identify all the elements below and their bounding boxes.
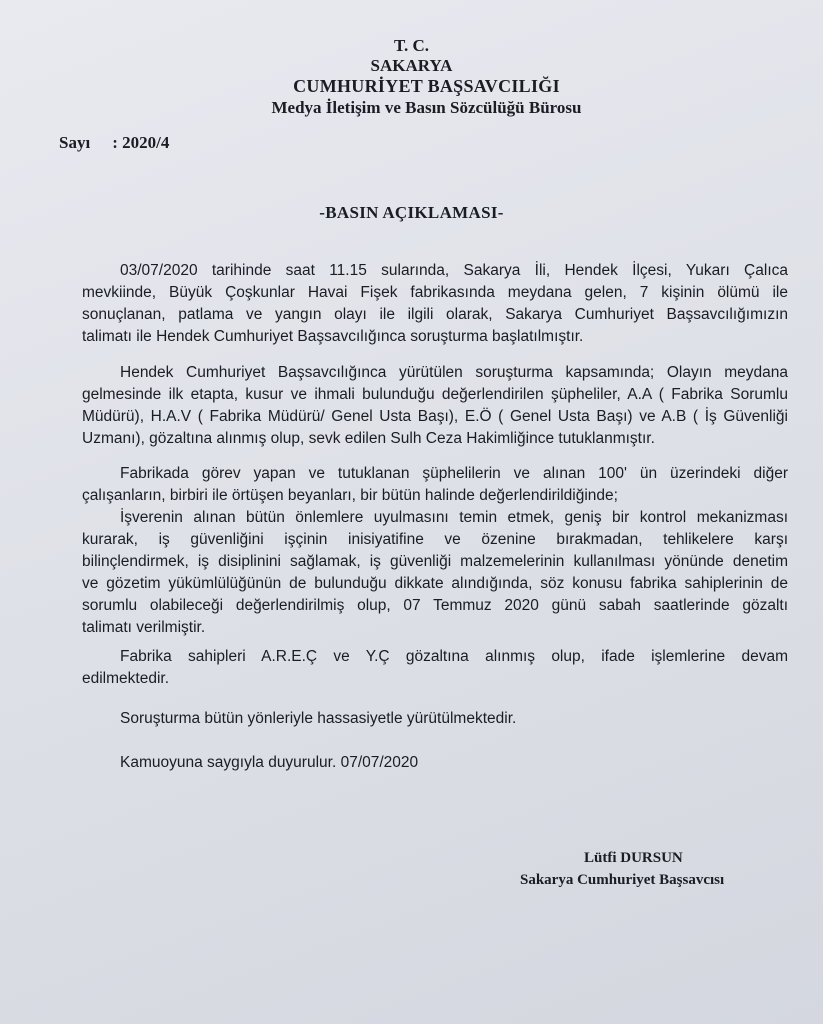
document-number-value: : 2020/4 (112, 133, 170, 152)
header-tc: T. C. (393, 36, 430, 55)
paragraph-line: ve gözetim yükümlülüğünün de bulunduğu dikkate alındığında, söz konusu fabrika sahiplerinin de (82, 575, 788, 592)
paragraph-4 (82, 646, 788, 690)
paragraph-3 (82, 463, 788, 639)
paragraph-line: Fabrika sahipleri A.R.E.Ç ve Y.Ç gözaltına alınmış olup, ifade işlemlerine devam (120, 648, 788, 665)
signatory-title: Sakarya Cumhuriyet Başsavcısı (520, 872, 725, 888)
paragraph-line: çalışanların, birbiri ile örtüşen beyanları, bir bütün halinde değerlendirildiğinde; (82, 487, 618, 504)
paragraph-2 (82, 362, 788, 450)
paragraph-line: Fabrikada görev yapan ve tutuklanan şüphelilerin ve alınan 100' ün üzerindeki diğer (120, 465, 788, 482)
header-institution: CUMHURİYET BAŞSAVCILIĞI (293, 76, 560, 96)
document-number-label: Sayı (59, 133, 91, 152)
paragraph-6 (82, 752, 788, 774)
paragraph-line: 03/07/2020 tarihinde saat 11.15 sularında, Sakarya İli, Hendek İlçesi, Yukarı Çalıca (120, 262, 788, 279)
paragraph-line: talimatı ile Hendek Cumhuriyet Başsavcılığınca soruşturma başlatılmıştır. (82, 328, 584, 345)
paragraph-line: Hendek Cumhuriyet Başsavcılığınca yürütülen soruşturma kapsamında; Olayın meydana (120, 364, 788, 381)
document-number (59, 133, 169, 153)
signatory-name: Lütfi DURSUN (584, 850, 683, 866)
paragraph-line: Kamuoyuna saygıyla duyurulur. 07/07/2020 (120, 754, 419, 771)
paragraph-line: Soruşturma bütün yönleriyle hassasiyetle yürütülmektedir. (120, 710, 517, 727)
paragraph-line: gelmesinde ilk etapta, kusur ve ihmali bulunduğu değerlendirilen şüpheliler, A.A ( Fabrika Sorumlu (82, 386, 788, 403)
paragraph-line: kurarak, iş güvenliğini işçinin inisiyatifine ve özenine bırakmadan, tehlikelere karşı (82, 531, 788, 548)
paragraph-line: Müdürü), H.A.V ( Fabrika Müdürü/ Genel Usta Başı), E.Ö ( Genel Usta Başı) ve A.B ( İş Güvenliği (82, 408, 788, 425)
header-city: SAKARYA (370, 56, 453, 75)
document-title: -BASIN AÇIKLAMASI- (319, 203, 504, 222)
paragraph-line: talimatı verilmiştir. (82, 619, 206, 636)
paragraph-line: Uzmanı), gözaltına alınmış olup, sevk edilen Sulh Ceza Hakimliğince tutuklanmıştır. (82, 430, 655, 447)
paragraph-1 (82, 260, 788, 348)
paragraph-line: sorumlu olabileceği değerlendirilmiş olup, 07 Temmuz 2020 günü sabah saatlerinde gözaltı (82, 597, 788, 614)
paragraph-line: İşverenin alınan bütün önlemlere uyulmasını temin etmek, geniş bir kontrol mekanizması (120, 509, 788, 526)
paragraph-line: bilinçlendirmek, iş disiplinini sağlamak, iş güvenliği malzemelerinin kullanılması yönünde denetim (82, 553, 788, 570)
header-office: Medya İletişim ve Basın Sözcülüğü Bürosu (271, 98, 582, 117)
paragraph-5 (82, 708, 788, 730)
paragraph-line: edilmektedir. (82, 670, 170, 687)
paragraph-line: sonuçlanan, patlama ve yangın olayı ile ilgili olarak, Sakarya Cumhuriyet Başsavcılığımızın (82, 306, 788, 323)
paragraph-line: mevkiinde, Büyük Çoşkunlar Havai Fişek fabrikasında meydana gelen, 7 kişinin ölümü ile (82, 284, 788, 301)
